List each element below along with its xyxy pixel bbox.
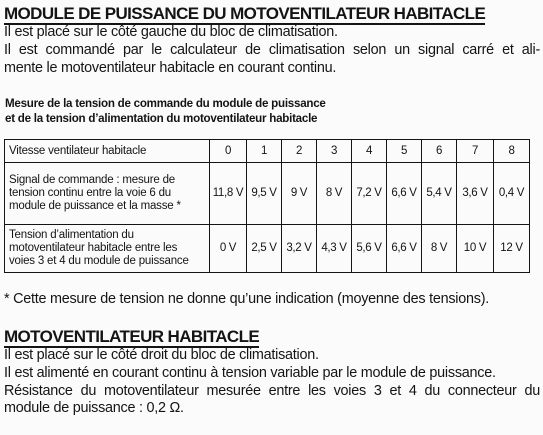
table-cell: 7,2 V <box>352 163 387 225</box>
section2-title-text: MOTOVENTILATEUR HABITACLE <box>4 327 260 346</box>
speed-header: 7 <box>457 140 494 163</box>
row-label: Signal de commande : mesure de tension continu entre la voie 6 du module de puissance et la masse * <box>5 163 210 225</box>
table-cell: 8 V <box>317 163 352 225</box>
header-label: Vitesse ventilateur habitacle <box>5 140 210 163</box>
table-cell: 5,6 V <box>352 225 387 273</box>
table-cell: 5,4 V <box>422 163 457 225</box>
speed-header: 2 <box>282 140 317 163</box>
table-header-row <box>5 140 530 163</box>
table-cell: 3,2 V <box>282 225 317 273</box>
table-caption-line: et de la tension d’alimentation du motoventilateur habitacle <box>5 112 318 125</box>
speed-header: 8 <box>494 140 530 163</box>
speed-header: 3 <box>317 140 352 163</box>
table-cell: 11,8 V <box>210 163 247 225</box>
section1-line: Il est commandé par le calculateur de climatisation selon un signal carré et ali- <box>4 41 540 58</box>
table-cell: 9,5 V <box>247 163 282 225</box>
table-cell: 10 V <box>457 225 494 273</box>
speed-header: 5 <box>387 140 422 163</box>
table-cell: 8 V <box>422 225 457 273</box>
section2-line: module de puissance : 0,2 Ω. <box>4 400 184 417</box>
section1-title-text: MODULE DE PUISSANCE DU MOTOVENTILATEUR HABITACLE <box>4 4 486 23</box>
table-row <box>5 163 530 225</box>
section1-body <box>4 24 540 77</box>
table-cell: 3,6 V <box>457 163 494 225</box>
table-cell: 2,5 V <box>247 225 282 273</box>
section2-line: Résistance du motoventilateur mesurée entre les voies 3 et 4 du connecteur du <box>4 382 540 399</box>
table-caption-line: Mesure de la tension de commande du module de puissance <box>5 97 326 110</box>
section2-title <box>4 327 259 347</box>
section2-line: Il est alimenté en courant continu à tension variable par le module de puissance. <box>4 364 496 381</box>
table-row <box>5 225 530 273</box>
section2-line: Il est placé sur le côté droit du bloc de climatisation. <box>4 347 319 363</box>
footnote: * Cette mesure de tension ne donne qu’une indication (moyenne des tensions). <box>4 291 489 307</box>
table-cell: 6,6 V <box>387 225 422 273</box>
speed-header: 1 <box>247 140 282 163</box>
table-caption <box>5 96 326 126</box>
table-cell: 6,6 V <box>387 163 422 225</box>
speed-header: 4 <box>352 140 387 163</box>
voltage-table <box>4 139 530 273</box>
section1-title <box>4 4 485 24</box>
table-cell: 9 V <box>282 163 317 225</box>
row-label: Tension d’alimentation du motoventilateur habitacle entre les voies 3 et 4 du module de puissance <box>5 225 210 273</box>
table-cell: 0 V <box>210 225 247 273</box>
section2-body <box>4 347 540 418</box>
table-cell: 12 V <box>494 225 530 273</box>
section1-line: mente le motoventilateur habitacle en courant continu. <box>4 59 337 76</box>
speed-header: 6 <box>422 140 457 163</box>
section1-line: Il est placé sur le côté gauche du bloc de climatisation. <box>4 24 338 40</box>
table-cell: 4,3 V <box>317 225 352 273</box>
speed-header: 0 <box>210 140 247 163</box>
table-cell: 0,4 V <box>494 163 530 225</box>
